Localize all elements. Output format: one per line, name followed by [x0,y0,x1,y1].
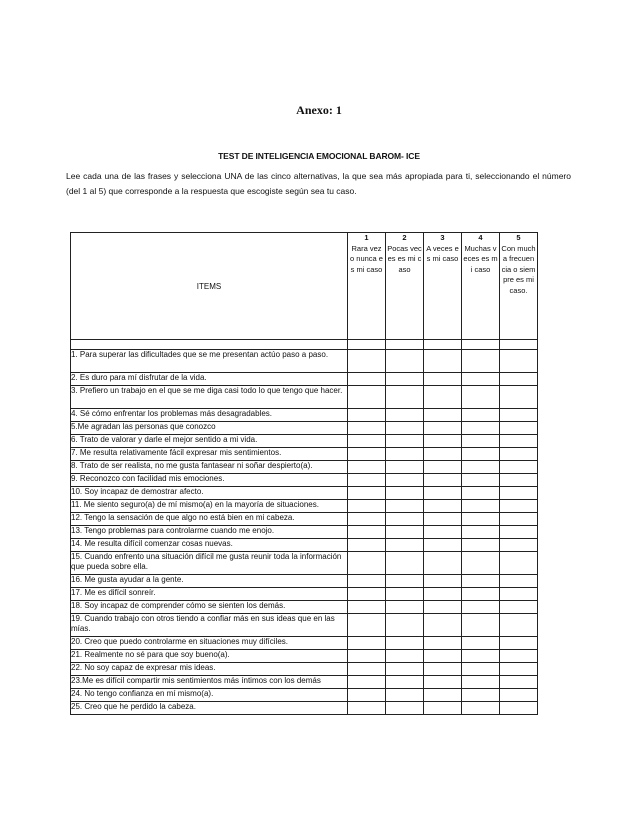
option-label: A veces es mi caso [426,243,459,264]
answer-cell-3[interactable] [424,487,462,500]
answer-cell-1[interactable] [348,409,386,422]
item-text: 14. Me resulta difícil comenzar cosas nuevas. [71,539,348,552]
answer-cell-2[interactable] [386,435,424,448]
item-text: 1. Para superar las dificultades que se me presentan actúo paso a paso. [71,350,348,373]
answer-cell-1[interactable] [348,474,386,487]
answer-cell-5[interactable] [500,350,538,373]
table-row [71,575,538,588]
answer-cell-4[interactable] [462,676,500,689]
answer-cell-5[interactable] [500,386,538,409]
answer-cell-5[interactable] [500,513,538,526]
answer-cell-4[interactable] [462,350,500,373]
item-text: 19. Cuando trabajo con otros tiendo a confiar más en sus ideas que en las mías. [71,614,348,637]
answer-cell-5[interactable] [500,487,538,500]
answer-cell-2[interactable] [386,513,424,526]
answer-cell-1[interactable] [348,552,386,575]
option-header-1 [348,233,386,340]
answer-cell-3[interactable] [424,588,462,601]
answer-cell-3[interactable] [424,702,462,715]
spacer-cell [71,340,348,350]
table-row [71,461,538,474]
answer-cell-3[interactable] [424,575,462,588]
answer-cell-4[interactable] [462,448,500,461]
answer-cell-5[interactable] [500,435,538,448]
item-text: 9. Reconozco con facilidad mis emociones. [71,474,348,487]
answer-cell-3[interactable] [424,614,462,637]
answer-cell-5[interactable] [500,409,538,422]
table-row [71,702,538,715]
answer-cell-3[interactable] [424,422,462,435]
answer-cell-3[interactable] [424,676,462,689]
option-label: Pocas veces es mi caso [387,243,422,274]
answer-cell-4[interactable] [462,386,500,409]
answer-cell-1[interactable] [348,689,386,702]
answer-cell-3[interactable] [424,513,462,526]
table-row [71,373,538,386]
table-row [71,526,538,539]
item-text: 3. Prefiero un trabajo en el que se me diga casi todo lo que tengo que hacer. [71,386,348,409]
item-text: 8. Trato de ser realista, no me gusta fantasear ni soñar despierto(a). [71,461,348,474]
answer-cell-4[interactable] [462,637,500,650]
answer-cell-4[interactable] [462,409,500,422]
answer-cell-2[interactable] [386,500,424,513]
answer-cell-2[interactable] [386,663,424,676]
table-row [71,552,538,575]
option-header-2 [386,233,424,340]
table-row [71,448,538,461]
answer-cell-3[interactable] [424,552,462,575]
spacer-cell [462,340,500,350]
answer-cell-4[interactable] [462,435,500,448]
answer-cell-3[interactable] [424,500,462,513]
table-row [71,386,538,409]
table-row [71,500,538,513]
answer-cell-1[interactable] [348,637,386,650]
spacer-row [71,340,538,350]
answer-cell-5[interactable] [500,552,538,575]
answer-cell-4[interactable] [462,461,500,474]
answer-cell-1[interactable] [348,435,386,448]
answer-cell-3[interactable] [424,601,462,614]
answer-cell-1[interactable] [348,461,386,474]
option-label: Con mucha frecuencia o siempre es mi caso. [501,243,536,295]
answer-cell-1[interactable] [348,350,386,373]
option-header-3 [424,233,462,340]
answer-cell-3[interactable] [424,526,462,539]
table-row [71,539,538,552]
item-text: 15. Cuando enfrento una situación difícil me gusta reunir toda la información que pueda sobre ella. [71,552,348,575]
answer-cell-5[interactable] [500,373,538,386]
answer-cell-2[interactable] [386,588,424,601]
answer-cell-2[interactable] [386,474,424,487]
table-row [71,435,538,448]
spacer-cell [386,340,424,350]
survey-table [70,232,538,715]
table-row [71,474,538,487]
answer-cell-2[interactable] [386,448,424,461]
answer-cell-1[interactable] [348,702,386,715]
item-text: 11. Me siento seguro(a) de mí mismo(a) en la mayoría de situaciones. [71,500,348,513]
answer-cell-4[interactable] [462,702,500,715]
answer-cell-4[interactable] [462,588,500,601]
answer-cell-3[interactable] [424,474,462,487]
answer-cell-3[interactable] [424,539,462,552]
answer-cell-2[interactable] [386,373,424,386]
answer-cell-4[interactable] [462,689,500,702]
table-row [71,350,538,373]
answer-cell-5[interactable] [500,526,538,539]
item-text: 23.Me es difícil compartir mis sentimientos más íntimos con los demás [71,676,348,689]
option-label: Muchas veces es mi caso [463,243,498,274]
table-row [71,513,538,526]
item-text: 20. Creo que puedo controlarme en situaciones muy difíciles. [71,637,348,650]
answer-cell-3[interactable] [424,373,462,386]
answer-cell-2[interactable] [386,552,424,575]
answer-cell-2[interactable] [386,637,424,650]
answer-cell-5[interactable] [500,422,538,435]
answer-cell-2[interactable] [386,702,424,715]
item-text: 13. Tengo problemas para controlarme cuando me enojo. [71,526,348,539]
answer-cell-5[interactable] [500,448,538,461]
answer-cell-3[interactable] [424,663,462,676]
answer-cell-1[interactable] [348,386,386,409]
annex-heading: Anexo: 1 [296,103,342,117]
answer-cell-4[interactable] [462,614,500,637]
answer-cell-2[interactable] [386,539,424,552]
item-text: 7. Me resulta relativamente fácil expresar mis sentimientos. [71,448,348,461]
item-text: 4. Sé cómo enfrentar los problemas más desagradables. [71,409,348,422]
answer-cell-1[interactable] [348,676,386,689]
answer-cell-3[interactable] [424,637,462,650]
table-row [71,614,538,637]
item-text: 22. No soy capaz de expresar mis ideas. [71,663,348,676]
answer-cell-1[interactable] [348,422,386,435]
answer-cell-2[interactable] [386,575,424,588]
answer-cell-5[interactable] [500,702,538,715]
answer-cell-2[interactable] [386,614,424,637]
answer-cell-1[interactable] [348,373,386,386]
answer-cell-1[interactable] [348,663,386,676]
item-text: 17. Me es difícil sonreír. [71,588,348,601]
item-text: 10. Soy incapaz de demostrar afecto. [71,487,348,500]
table-row [71,409,538,422]
answer-cell-1[interactable] [348,588,386,601]
answer-cell-2[interactable] [386,487,424,500]
answer-cell-1[interactable] [348,650,386,663]
option-header-4 [462,233,500,340]
answer-cell-4[interactable] [462,500,500,513]
option-number: 4 [478,233,483,242]
answer-cell-3[interactable] [424,435,462,448]
answer-cell-5[interactable] [500,689,538,702]
spacer-cell [500,340,538,350]
table-row [71,601,538,614]
answer-cell-4[interactable] [462,487,500,500]
item-text: 18. Soy incapaz de comprender cómo se sienten los demás. [71,601,348,614]
answer-cell-3[interactable] [424,650,462,663]
option-number: 3 [440,233,445,242]
answer-cell-4[interactable] [462,650,500,663]
answer-cell-3[interactable] [424,461,462,474]
table-row [71,637,538,650]
item-text: 12. Tengo la sensación de que algo no está bien en mi cabeza. [71,513,348,526]
spacer-cell [348,340,386,350]
answer-cell-5[interactable] [500,588,538,601]
answer-cell-5[interactable] [500,601,538,614]
table-row [71,588,538,601]
answer-cell-4[interactable] [462,601,500,614]
answer-cell-2[interactable] [386,676,424,689]
answer-cell-2[interactable] [386,461,424,474]
answer-cell-1[interactable] [348,526,386,539]
answer-cell-3[interactable] [424,689,462,702]
answer-cell-5[interactable] [500,663,538,676]
test-title: TEST DE INTELIGENCIA EMOCIONAL BAROM- ICE [218,151,420,161]
answer-cell-3[interactable] [424,409,462,422]
table-header-row [71,233,538,340]
answer-cell-1[interactable] [348,575,386,588]
answer-cell-4[interactable] [462,539,500,552]
answer-cell-2[interactable] [386,526,424,539]
item-text: 6. Trato de valorar y darle el mejor sentido a mi vida. [71,435,348,448]
answer-cell-4[interactable] [462,513,500,526]
answer-cell-3[interactable] [424,350,462,373]
answer-cell-4[interactable] [462,422,500,435]
item-text: 5.Me agradan las personas que conozco [71,422,348,435]
option-number: 5 [516,233,521,242]
answer-cell-4[interactable] [462,663,500,676]
answer-cell-3[interactable] [424,386,462,409]
answer-cell-1[interactable] [348,500,386,513]
answer-cell-1[interactable] [348,614,386,637]
answer-cell-1[interactable] [348,539,386,552]
answer-cell-1[interactable] [348,448,386,461]
answer-cell-2[interactable] [386,422,424,435]
answer-cell-4[interactable] [462,526,500,539]
answer-cell-1[interactable] [348,487,386,500]
item-text: 16. Me gusta ayudar a la gente. [71,575,348,588]
option-number: 2 [402,233,407,242]
item-text: 24. No tengo confianza en mí mismo(a). [71,689,348,702]
answer-cell-4[interactable] [462,552,500,575]
option-header-5 [500,233,538,340]
answer-cell-2[interactable] [386,350,424,373]
answer-cell-4[interactable] [462,373,500,386]
answer-cell-2[interactable] [386,689,424,702]
item-text: 25. Creo que he perdido la cabeza. [71,702,348,715]
option-number: 1 [364,233,369,242]
item-text: 21. Realmente no sé para que soy bueno(a). [71,650,348,663]
answer-cell-2[interactable] [386,409,424,422]
answer-cell-5[interactable] [500,650,538,663]
table-row [71,676,538,689]
answer-cell-2[interactable] [386,601,424,614]
table-row [71,650,538,663]
answer-cell-5[interactable] [500,676,538,689]
table-row [71,422,538,435]
table-row [71,487,538,500]
answer-cell-5[interactable] [500,500,538,513]
answer-cell-2[interactable] [386,386,424,409]
survey-table-body [71,340,538,715]
answer-cell-2[interactable] [386,650,424,663]
answer-cell-5[interactable] [500,637,538,650]
item-text: 2. Es duro para mí disfrutar de la vida. [71,373,348,386]
option-label: Rara vez o nunca es mi caso [350,243,383,274]
answer-cell-4[interactable] [462,575,500,588]
answer-cell-4[interactable] [462,474,500,487]
spacer-cell [424,340,462,350]
answer-cell-5[interactable] [500,474,538,487]
answer-cell-3[interactable] [424,448,462,461]
answer-cell-5[interactable] [500,614,538,637]
instructions-paragraph: Lee cada una de las frases y selecciona UNA de las cinco alternativas, la que sea más apropiada para ti, seleccionando el número (del 1 al 5) que corresponde a la respuesta que escogiste según sea tu caso. [66,171,571,196]
answer-cell-5[interactable] [500,575,538,588]
table-row [71,689,538,702]
answer-cell-5[interactable] [500,539,538,552]
answer-cell-1[interactable] [348,601,386,614]
answer-cell-5[interactable] [500,461,538,474]
answer-cell-1[interactable] [348,513,386,526]
table-row [71,663,538,676]
items-column-header: ITEMS [71,233,348,340]
